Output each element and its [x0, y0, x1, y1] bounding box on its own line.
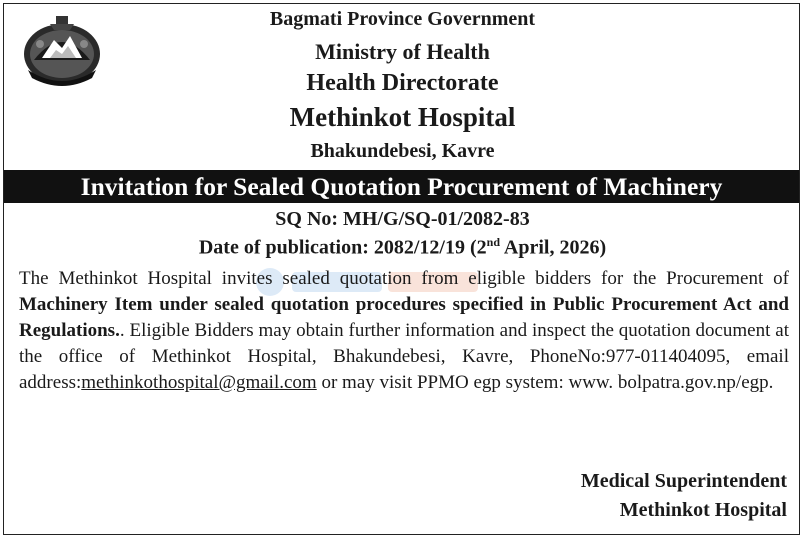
publication-date-sup: nd — [486, 235, 500, 249]
ministry-name: Ministry of Health — [315, 39, 490, 64]
body-intro: The Methinkot Hospital invites sealed quotation from eligible bidders for the Procurement of — [19, 268, 789, 289]
publication-date — [0, 235, 805, 260]
signatory-org: Methinkot Hospital — [619, 499, 787, 521]
body-egp: or may visit PPMO egp system: www. bolpatra.gov.np/egp. — [316, 372, 774, 393]
hospital-address: Bhakundebesi, Kavre — [310, 140, 495, 162]
email-link[interactable]: methinkothospital@gmail.com — [81, 372, 317, 393]
body-details: . Eligible Bidders may obtain further information and inspect the quotation document at the office of Methinkot Hospital, Bhakundebesi, Kavre, PhoneNo:977-011404095, email address: — [19, 320, 789, 393]
body-procurement-item: Machinery Item under sealed quotation procedures specified in Public Procurement Act and Regulations. — [19, 294, 789, 341]
notice-body — [19, 266, 789, 396]
notice-title: Invitation for Sealed Quotation Procurement of Machinery — [4, 170, 799, 203]
signatory-title: Medical Superintendent — [580, 470, 787, 492]
publication-date-suffix: April, 2026) — [500, 236, 607, 259]
directorate-name: Health Directorate — [306, 70, 499, 96]
sq-number: SQ No: MH/G/SQ-01/2082-83 — [275, 208, 530, 230]
publication-date-prefix: Date of publication: 2082/12/19 (2 — [198, 236, 487, 259]
hospital-name: Methinkot Hospital — [289, 102, 516, 132]
province-government: Bagmati Province Government — [269, 8, 536, 30]
